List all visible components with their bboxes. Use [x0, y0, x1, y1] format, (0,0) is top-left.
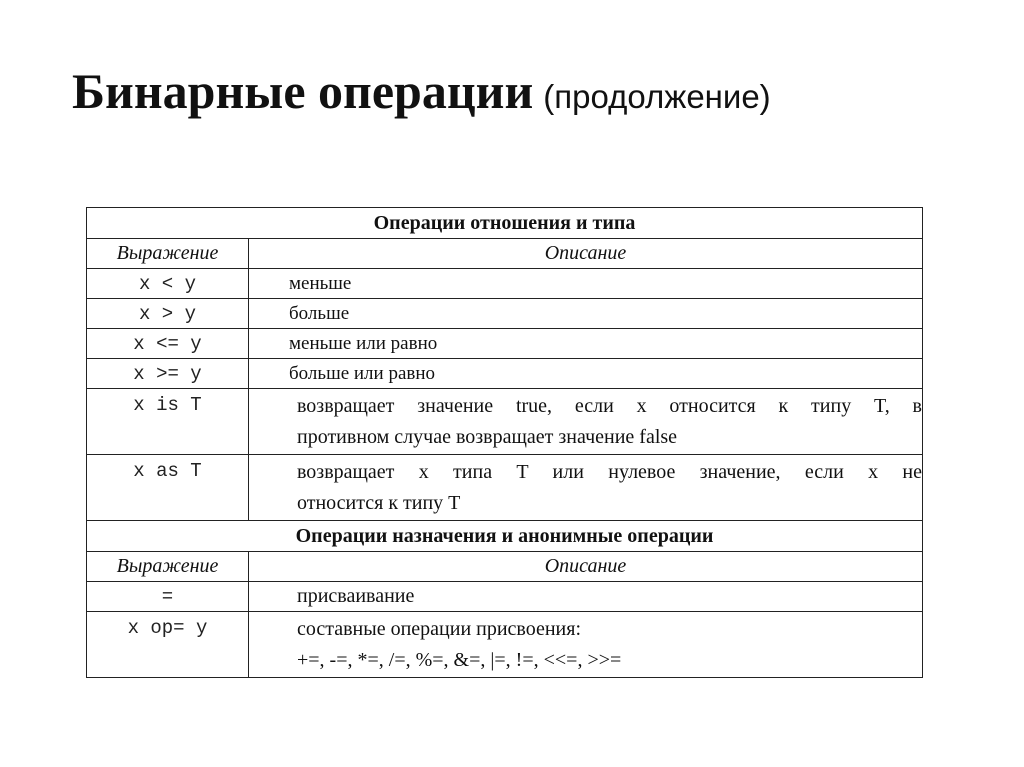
column-header-expression: Выражение [87, 552, 249, 582]
expression-cell: x op= y [87, 612, 249, 678]
expression-cell: x is T [87, 389, 249, 455]
description-line: составные операции присвоения: [297, 617, 582, 640]
table-row [87, 359, 923, 389]
expression-cell: x >= y [87, 359, 249, 389]
table-row [87, 612, 923, 678]
section-heading-row [87, 208, 923, 239]
table-row [87, 299, 923, 329]
description-line: возвращает x типа T или нулевое значение, если x не [297, 460, 923, 483]
description-cell [249, 612, 923, 678]
operations-table [86, 207, 923, 678]
table-row [87, 455, 923, 521]
section-heading-relational: Операции отношения и типа [87, 208, 923, 239]
expression-cell: = [87, 582, 249, 612]
column-header-row [87, 239, 923, 269]
expression-cell: x > y [87, 299, 249, 329]
description-line: противном случае возвращает значение false [297, 425, 678, 448]
column-header-description: Описание [249, 552, 923, 582]
slide-title-main: Бинарные операции [72, 63, 534, 119]
table-row [87, 389, 923, 455]
table-row [87, 329, 923, 359]
description-cell [249, 389, 923, 455]
expression-cell: x < y [87, 269, 249, 299]
table-row [87, 269, 923, 299]
description-cell [249, 455, 923, 521]
table-row [87, 582, 923, 612]
section-heading-assignment: Операции назначения и анонимные операции [87, 521, 923, 552]
description-line: относится к типу T [297, 491, 461, 514]
description-cell: присваивание [249, 582, 923, 612]
description-cell: больше или равно [249, 359, 923, 389]
description-cell: меньше [249, 269, 923, 299]
description-cell: меньше или равно [249, 329, 923, 359]
column-header-expression: Выражение [87, 239, 249, 269]
column-header-row [87, 552, 923, 582]
slide-title [72, 63, 771, 119]
description-line: +=, -=, *=, /=, %=, &=, |=, !=, <<=, >>= [297, 648, 622, 671]
description-cell: больше [249, 299, 923, 329]
column-header-description: Описание [249, 239, 923, 269]
description-line: возвращает значение true, если x относится к типу T, в [297, 394, 923, 417]
expression-cell: x as T [87, 455, 249, 521]
section-heading-row [87, 521, 923, 552]
slide-title-sub: (продолжение) [543, 78, 771, 115]
expression-cell: x <= y [87, 329, 249, 359]
